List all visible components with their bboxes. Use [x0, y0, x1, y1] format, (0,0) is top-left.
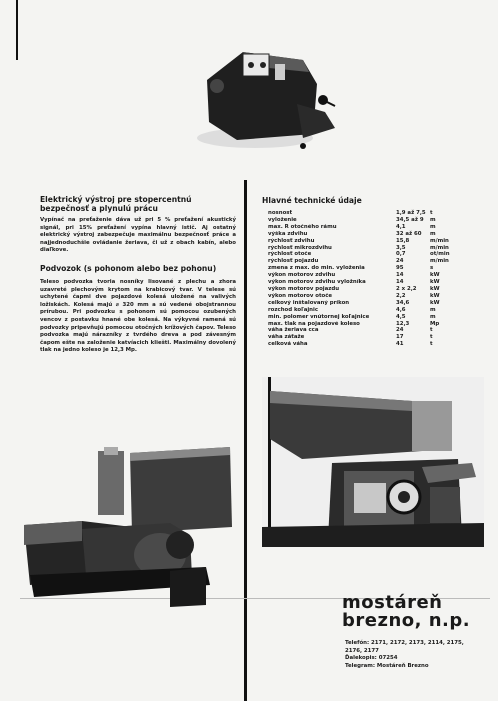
spec-unit: m [430, 230, 436, 237]
spec-value: 15,8 [396, 237, 410, 244]
spec-name: celková váha [268, 341, 308, 348]
undercarriage-photo [20, 445, 240, 615]
top-border-line [16, 0, 18, 60]
spec-value: 4,5 [396, 313, 406, 320]
spec-value: 95 [396, 265, 404, 272]
spec-unit: kW [430, 285, 440, 292]
spec-unit: kW [430, 292, 440, 299]
spec-name: max. tlak na pojazdové koleso [268, 320, 360, 327]
spec-row [268, 231, 448, 238]
spec-value: 24 [396, 258, 404, 265]
spec-name: váha záťaže [268, 334, 305, 341]
spec-value: 34,6 [396, 299, 410, 306]
spec-value: 0,7 [396, 251, 406, 258]
spec-name: min. polomer vnútornej koľajnice [268, 313, 370, 320]
spec-row [268, 286, 448, 293]
spec-value: 32 až 60 [396, 230, 422, 237]
spec-value: 2 x 2,2 [396, 285, 417, 292]
spec-unit: kW [430, 279, 440, 286]
spec-row [268, 272, 448, 279]
spec-row [268, 300, 448, 307]
spec-unit: m [430, 216, 436, 223]
specs-title: Hlavné technické údaje [262, 196, 362, 205]
spec-name: výkon motorov otoče [268, 292, 333, 299]
spec-row [268, 245, 448, 252]
spec-unit: m [430, 306, 436, 313]
spec-row [268, 217, 448, 224]
electrical-heading: Elektrický výstroj pre stopercentnú bezpečnosť a plynulú prácu [40, 195, 192, 213]
spec-name: celkový inštalovaný príkon [268, 299, 350, 306]
spec-value: 17 [396, 334, 404, 341]
spec-name: rýchlosť pojazdu [268, 258, 319, 265]
spec-row [268, 341, 448, 348]
spec-name: max. R otočného rámu [268, 223, 337, 230]
company-logo [342, 594, 470, 630]
crane-machinery-photo [262, 377, 484, 547]
undercarriage-heading: Podvozok (s pohonom alebo bez pohonu) [40, 263, 217, 273]
contact-block [345, 640, 475, 670]
company-name-line1: mostáreň [342, 592, 443, 613]
control-unit-photo [185, 42, 345, 154]
spec-name: rýchlosť mikrozdvihu [268, 244, 332, 251]
spec-row [268, 307, 448, 314]
spec-value: 14 [396, 272, 404, 279]
spec-value: 24 [396, 327, 404, 334]
spec-unit: t [430, 341, 433, 348]
spec-row [268, 265, 448, 272]
undercarriage-paragraph: Teleso podvozka tvoria nosníky lisované z plechu a zhora uzavreté plechovým krytom na krabicový tvar. V telese sú uchytené čapmi dve pojazdové kolesá uložené na valivých ložiskách. Kolesá majú ⌀ 320 mm a sú vedené obojstrannou prírubou. Pri podvozku s pohonom sú pomocou ozubených vencov z postavku hnané obe kolesá. Na výkyvné ramená sú podvozky pripevňujú pomocou otočných krížových čapov. Teleso podvozka majú nárazníky z tvrdého dreva a pod závesným čapom ešte na založenie katvíacich kliešti. Maximálny dovolený tlak na jedno koleso je 12,3 Mp. [40, 278, 236, 354]
spec-value: 1,9 až 7,5 [396, 210, 426, 216]
spec-value: 34,5 až 9 [396, 216, 424, 223]
spec-row [268, 279, 448, 286]
spec-value: 4,6 [396, 306, 406, 313]
spec-name: rýchlosť zdvihu [268, 237, 315, 244]
spec-name: výkon motorov zdvihu vyložníka [268, 279, 366, 286]
spec-row [268, 258, 448, 265]
spec-unit: t [430, 334, 433, 341]
spec-row [268, 238, 448, 245]
spec-row [268, 314, 448, 321]
spec-unit: m [430, 313, 436, 320]
spec-value: 12,3 [396, 320, 410, 327]
spec-name: rozchod koľajnic [268, 306, 319, 313]
spec-name: výkon motorov zdvihu [268, 272, 336, 279]
phone-text: Telefón: 2171, 2172, 2173, 2114, 2175, 2176, 2177 [345, 640, 464, 654]
spec-row [268, 327, 448, 334]
left-text-column [40, 195, 236, 355]
spec-value: 41 [396, 341, 404, 348]
spec-name: zmena z max. do min. vyloženia [268, 265, 365, 272]
spec-row [268, 251, 448, 258]
spec-value: 2,2 [396, 292, 406, 299]
spec-name: váha žeriava cca [268, 327, 319, 334]
telegram-text: Telegram: Mostáreň Brezno [345, 662, 429, 669]
spec-row [268, 293, 448, 300]
specs-table [268, 210, 448, 348]
spec-name: nosnosť [268, 210, 293, 216]
spec-name: rýchlosť otoče [268, 251, 312, 258]
center-divider-line [244, 180, 247, 701]
spec-value: 14 [396, 279, 404, 286]
spec-unit: Mp [430, 320, 440, 327]
spec-value: 3,5 [396, 244, 406, 251]
spec-unit: m/min [430, 244, 449, 251]
spec-row [268, 321, 448, 328]
spec-unit: kW [430, 299, 440, 306]
electrical-paragraph: Vypínač na preťaženie dáva už pri 5 % preťažení akustický signál, pri 15% preťažení vypína hlavný istič. Aj ostatný elektrický výstroj zabezpečuje maximálnu bezpečnosť práce a najjednoduchšie ovládanie žeriava, či už z obach kabín, alebo diaľkove. [40, 217, 236, 254]
spec-row [268, 210, 448, 217]
spec-row [268, 224, 448, 231]
spec-unit: t [430, 210, 433, 216]
spec-name: výška zdvihu [268, 230, 308, 237]
spec-value: 4,1 [396, 223, 406, 230]
telex-text: Ďalekopis: 07254 [345, 655, 398, 662]
spec-unit: m/min [430, 237, 449, 244]
spec-row [268, 334, 448, 341]
spec-unit: m [430, 223, 436, 230]
company-name-line2: brezno, n.p. [342, 610, 471, 631]
spec-name: vyloženie [268, 216, 297, 223]
spec-unit: s [430, 265, 434, 272]
spec-unit: kW [430, 272, 440, 279]
spec-unit: m/min [430, 258, 449, 265]
spec-unit: ot/min [430, 251, 450, 258]
spec-name: výkon motorov pojazdu [268, 285, 340, 292]
spec-unit: t [430, 327, 433, 334]
